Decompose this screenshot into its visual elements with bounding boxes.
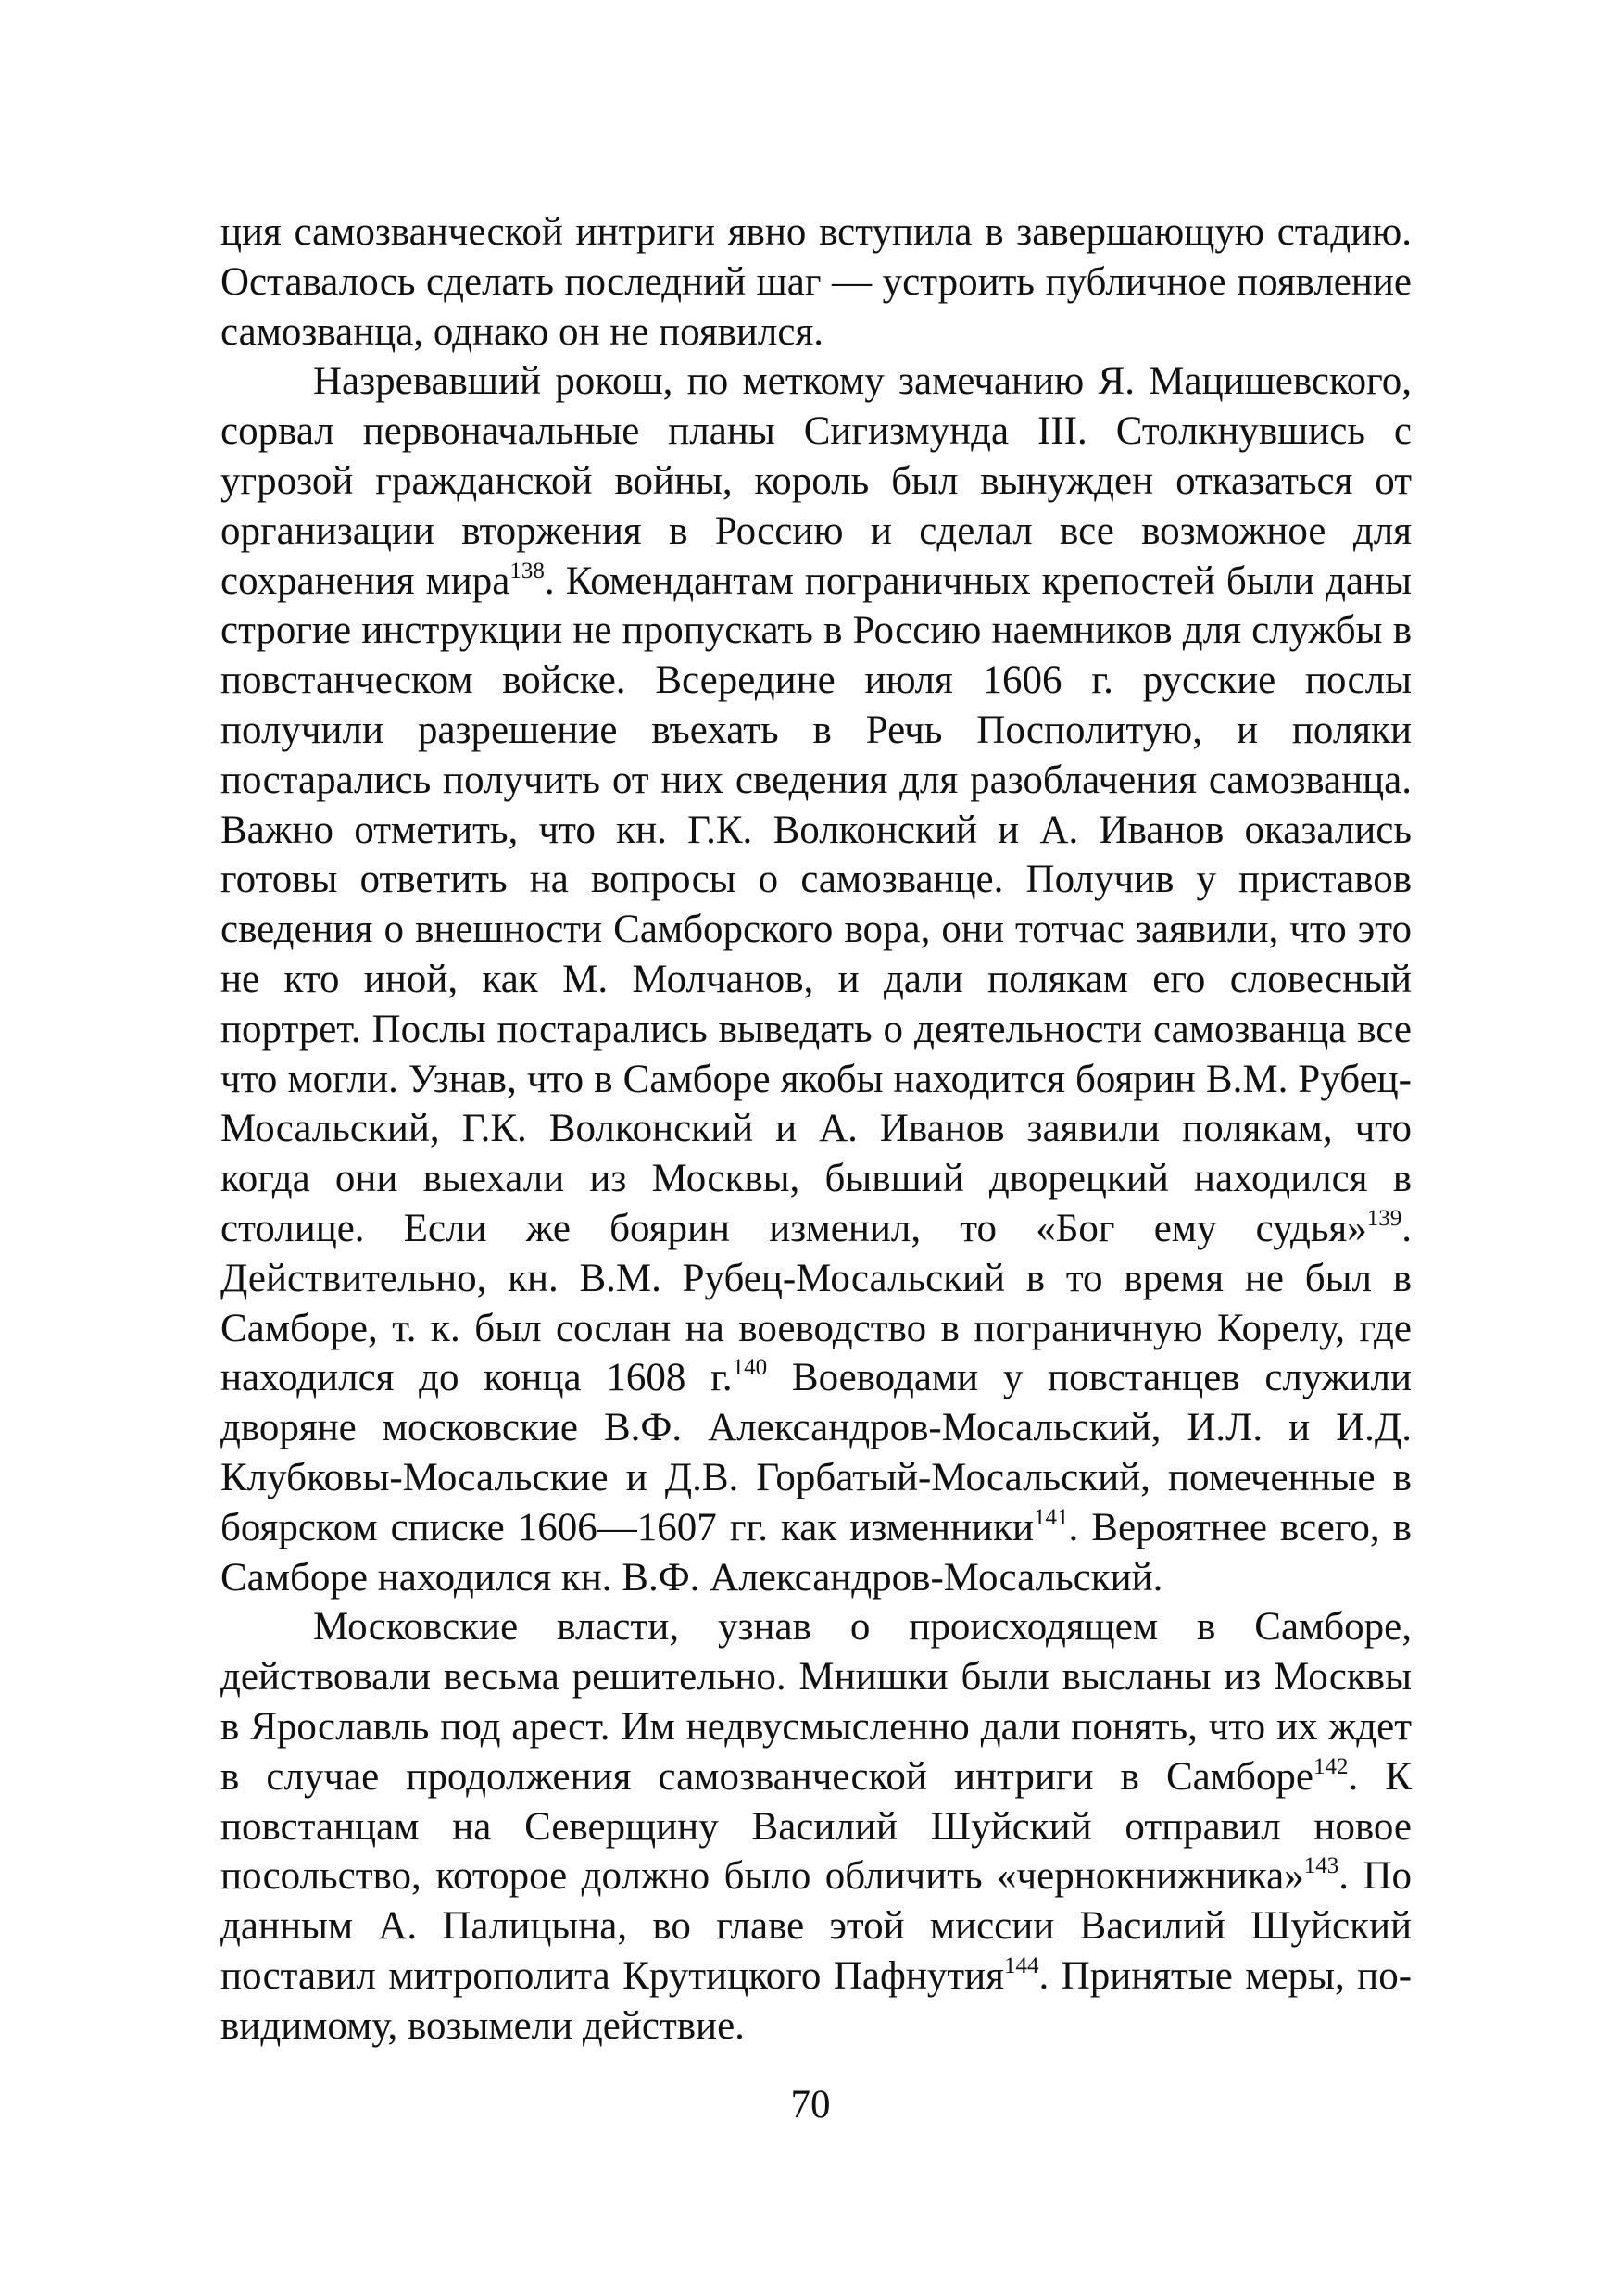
footnote-ref-138: 138 xyxy=(509,558,545,583)
text-run: . Вероятнее всего, в Самборе находился кн. В.Ф. Александров-Мосальский. xyxy=(220,1505,1412,1600)
paragraph-2 xyxy=(220,357,1412,1602)
text-run: . Принятые меры, по-видимому, возымели действие. xyxy=(220,1953,1413,2048)
footnote-ref-144: 144 xyxy=(1003,1952,1039,1978)
text-run: ция самозванческой интриги явно вступила в завершающую стадию. Оставалось сделать последний шаг — устроить публичное появление самозванца, однако он не появился. xyxy=(220,210,1412,354)
footnote-ref-142: 142 xyxy=(1313,1753,1349,1779)
footnote-ref-141: 141 xyxy=(1033,1504,1069,1530)
paragraph-1 xyxy=(220,207,1412,357)
text-run: . Комендантам пограничных крепостей были даны строгие инструкции не пропускать в Россию наемников для службы в повстанческом войске. Всередине июля 1606 г. русские послы получили разрешение въехать в Речь Посполитую, и поляки постарались получить от них сведения для разоблачения самозванца. Важно отметить, что кн. Г.К. Волконский и А. Иванов оказались готовы ответить на вопросы о самозванце. Получив у приставов сведения о внешности Самборского вора, они тотчас заявили, что это не кто иной, как М. Молчанов, и дали полякам его словесный портрет. Послы постарались выведать о деятельности самозванца все что могли. Узнав, что в Самборе якобы находится боярин В.М. Рубец-Мосальский, Г.К. Волконский и А. Иванов заявили полякам, что когда они выехали из Москвы, бывший дворецкий находился в столице. Если же боярин изменил, то «Бог ему судья» xyxy=(220,558,1412,1250)
footnote-ref-143: 143 xyxy=(1303,1853,1339,1879)
footnote-ref-139: 139 xyxy=(1366,1205,1402,1231)
page-number: 70 xyxy=(790,2083,831,2127)
page-body xyxy=(220,207,1412,2051)
text-run: Воеводами у повстанцев служили дворяне московские В.Ф. Александров-Мосальский, И.Л. и И.Д. Клубковы-Мосальские и Д.В. Горбатый-Мосальский, помеченные в боярском списке 1606—1607 гг. как изменники xyxy=(220,1356,1412,1549)
text-run: Московские власти, узнав о происходящем в Самборе, действовали весьма решительно. Мнишки были высланы из Москвы в Ярославль под арест. Им недвусмысленно дали понять, что их ждет в случае продолжения самозванческой интриги в Самборе xyxy=(220,1605,1412,1799)
text-run: . К повстанцам на Северщину Василий Шуйский отправил новое посольство, которое должно было обличить «чернокнижника» xyxy=(220,1754,1412,1899)
text-run: . Действительно, кн. В.М. Рубец-Мосальский в то время не был в Самборе, т. к. был сослан на воеводство в пограничную Корелу, где находился до конца 1608 г. xyxy=(220,1206,1412,1400)
text-run: Назревавший рокош, по меткому замечанию Я. Мацишевского, сорвал первоначальные планы Сигизмунда III. Столкнувшись с угрозой гражданской войны, король был вынужден отказаться от организации вторжения в Россию и сделал все возможное для сохранения мира xyxy=(220,359,1412,603)
paragraph-3 xyxy=(220,1602,1412,2051)
footnote-ref-140: 140 xyxy=(732,1355,768,1381)
text-run: . По данным А. Палицына, во главе этой миссии Василий Шуйский поставил митрополита Крутицкого Пафнутия xyxy=(220,1854,1412,1998)
